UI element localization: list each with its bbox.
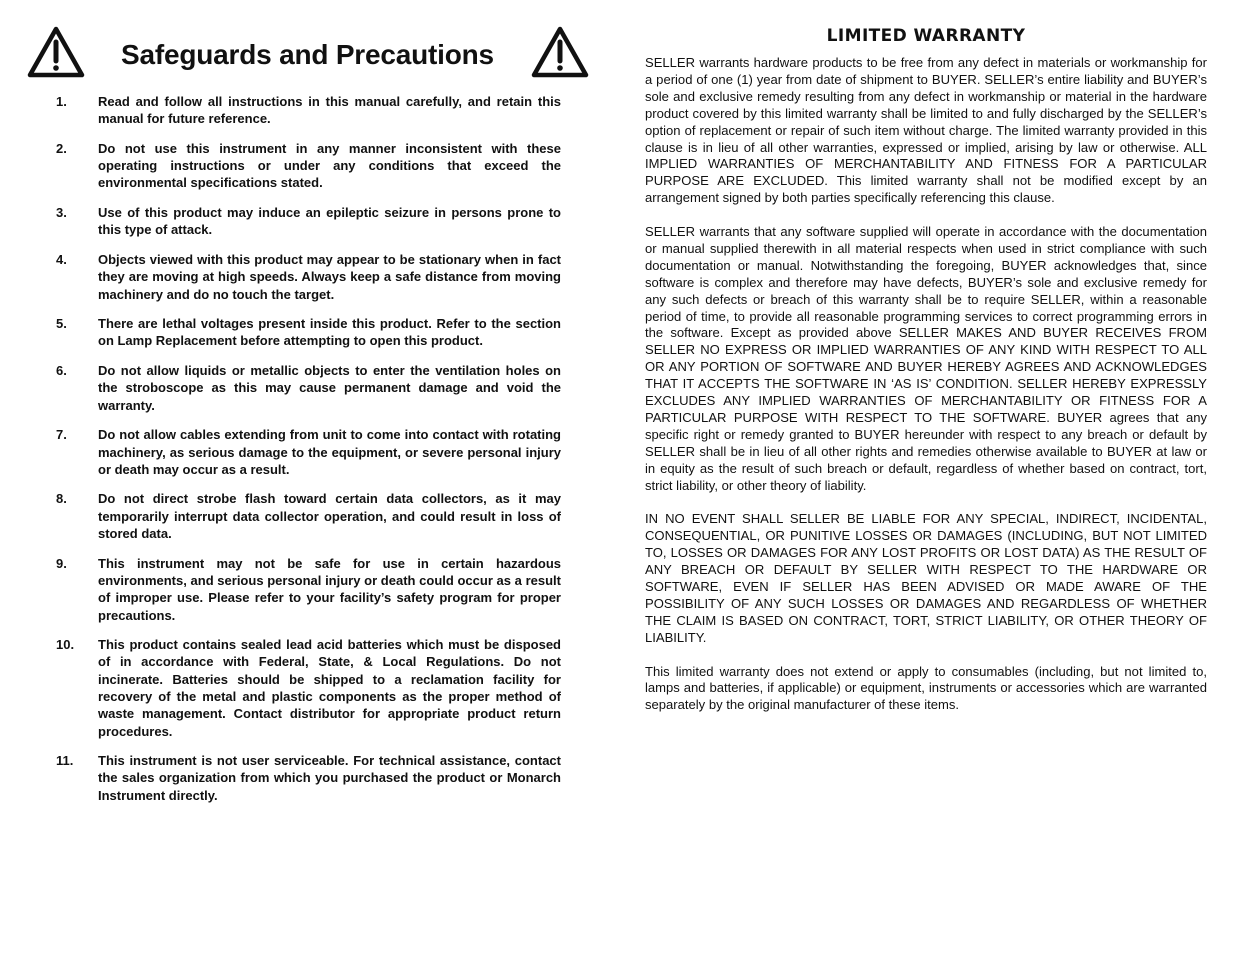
item-number: 7. [56, 427, 67, 443]
list-item [56, 362, 561, 414]
item-text: Do not direct strobe flash toward certain data collectors, as it may temporarily interrupt data collector operation, and could result in loss of stored data. [98, 491, 561, 542]
warning-triangle-icon [27, 26, 85, 78]
list-item [56, 555, 561, 624]
item-text: Do not allow liquids or metallic objects to enter the ventilation holes on the stroboscope as this may cause permanent damage and void the warranty. [98, 363, 561, 413]
warning-triangle-icon [531, 26, 589, 78]
item-text: This product contains sealed lead acid batteries which must be disposed of in accordance with Federal, State, & Local Regulations. Do not incinerate. Batteries should be shipped to a reclamation facility for recovery of the metal and plastic components as the proper method of waste management. Contact distributor for appropriate product return procedures. [98, 637, 561, 739]
list-item [56, 204, 561, 239]
warranty-paragraph: SELLER warrants that any software supplied will operate in accordance with the documentation or manual supplied therewith in all material respects when used in strict compliance with such documentation or manual. Notwithstanding the foregoing, BUYER acknowledges that, since software is complex and therefore may have defects, BUYER’s sole and exclusive remedy for any such defects or breach of this warranty shall be to require SELLER, within a reasonable period of time, to provide all reasonable programming services to correct programming errors in the software. Except as provided above SELLER MAKES AND BUYER RECEIVES FROM SELLER NO EXPRESS OR IMPLIED WARRANTIES OF ANY KIND WITH RESPECT TO ALL OR ANY PORTION OF SOFTWARE AND BUYER HEREBY AGREES AND ACKNOWLEDGES THAT IT ACCEPTS THE SOFTWARE IN ‘AS IS’ CONDITION. SELLER HEREBY EXPRESSLY EXCLUDES ANY IMPLIED WARRANTIES OF MERCHANTABILITY OR FITNESS FOR A PARTICULAR PURPOSE WITH RESPECT TO THE SOFTWARE. BUYER agrees that any specific right or remedy granted to BUYER hereunder with respect to any breach or default by SELLER shall be in lieu of all other rights and remedies otherwise available to BUYER at law or in equity as the result of such breach or default, regardless of whether based on contract, tort, strict liability, or other theory of liability. [645, 224, 1207, 493]
warranty-page [645, 0, 1207, 954]
item-number: 5. [56, 316, 67, 332]
list-item [56, 752, 561, 804]
item-number: 6. [56, 363, 67, 379]
item-number: 10. [56, 637, 75, 653]
warranty-body [645, 55, 1207, 731]
list-item [56, 490, 561, 542]
item-number: 3. [56, 205, 67, 221]
page-title: Safeguards and Precautions [121, 39, 494, 70]
item-number: 11. [56, 753, 74, 769]
list-item [56, 426, 561, 478]
item-text: This instrument may not be safe for use in certain hazardous environments, and serious personal injury or death could occur as a result of improper use. Please refer to your facility’s safety program for proper precautions. [98, 555, 561, 623]
item-number: 2. [56, 140, 67, 156]
item-text: Do not use this instrument in any manner inconsistent with these operating instructions or under any conditions that exceed the environmental specifications stated. [98, 140, 561, 191]
warranty-paragraph: SELLER warrants hardware products to be free from any defect in materials or workmanship for a period of one (1) year from date of shipment to BUYER. SELLER’s entire liability and BUYER’s sole and exclusive remedy resulting from any defect in workmanship or material in the hardware product covered by this limited warranty shall be limited to and fully discharged by the SELLER’s option of replacement or repair of such item without charge. The limited warranty provided in this clause is in lieu of all other warranties, expressed or implied, arising by law or otherwise. ALL IMPLIED WARRANTIES OF MERCHANTABILITY AND FITNESS FOR A PARTICULAR PURPOSE ARE EXCLUDED. This limited warranty shall not be modified except by an arrangement signed by both parties specifically referencing this clause. [645, 55, 1207, 206]
item-text: Do not allow cables extending from unit to come into contact with rotating machinery, as serious damage to the equipment, or severe personal injury or death may occur as a result. [98, 427, 561, 477]
item-number: 4. [56, 251, 67, 267]
safeguards-page [0, 0, 600, 954]
precautions-list [56, 93, 561, 816]
item-text: There are lethal voltages present inside this product. Refer to the section on Lamp Replacement before attempting to open this product. [98, 316, 561, 349]
item-text: Use of this product may induce an epileptic seizure in persons prone to this type of attack. [98, 205, 561, 238]
list-item [56, 140, 561, 192]
list-item [56, 315, 561, 350]
item-text: Read and follow all instructions in this manual carefully, and retain this manual for future reference. [98, 94, 561, 127]
list-item [56, 251, 561, 303]
warranty-title: LIMITED WARRANTY [826, 26, 1026, 46]
list-item [56, 636, 561, 740]
item-text: This instrument is not user serviceable. For technical assistance, contact the sales organization from which you purchased the product or Monarch Instrument directly. [98, 753, 561, 803]
item-number: 1. [56, 94, 67, 109]
item-text: Objects viewed with this product may appear to be stationary when in fact they are moving at high speeds. Always keep a safe distance from moving machinery and do no touch the target. [98, 251, 561, 302]
list-item [56, 93, 561, 128]
warranty-paragraph: This limited warranty does not extend or apply to consumables (including, but not limited to, lamps and batteries, if applicable) or equipment, instruments or accessories which are warranted separately by the original manufacturer of these items. [645, 663, 1207, 713]
warranty-paragraph: IN NO EVENT SHALL SELLER BE LIABLE FOR ANY SPECIAL, INDIRECT, INCIDENTAL, CONSEQUENTIAL, OR PUNITIVE LOSSES OR DAMAGES (INCLUDING, BUT NOT LIMITED TO, LOSSES OR DAMAGES FOR ANY LOST PROFITS OR LOST DATA) AS THE RESULT OF ANY BREACH OR DEFAULT BY SELLER WITH RESPECT TO THE HARDWARE OR SOFTWARE, EVEN IF SELLER HAS BEEN ADVISED OR MADE AWARE OF THE POSSIBILITY OF ANY SUCH LOSSES OR DAMAGES AND REGARDLESS OF WHETHER THE CLAIM IS BASED ON CONTRACT, TORT, STRICT LIABILITY, OR OTHER THEORY OF LIABILITY. [645, 511, 1207, 645]
item-number: 8. [56, 491, 67, 507]
item-number: 9. [56, 555, 67, 571]
